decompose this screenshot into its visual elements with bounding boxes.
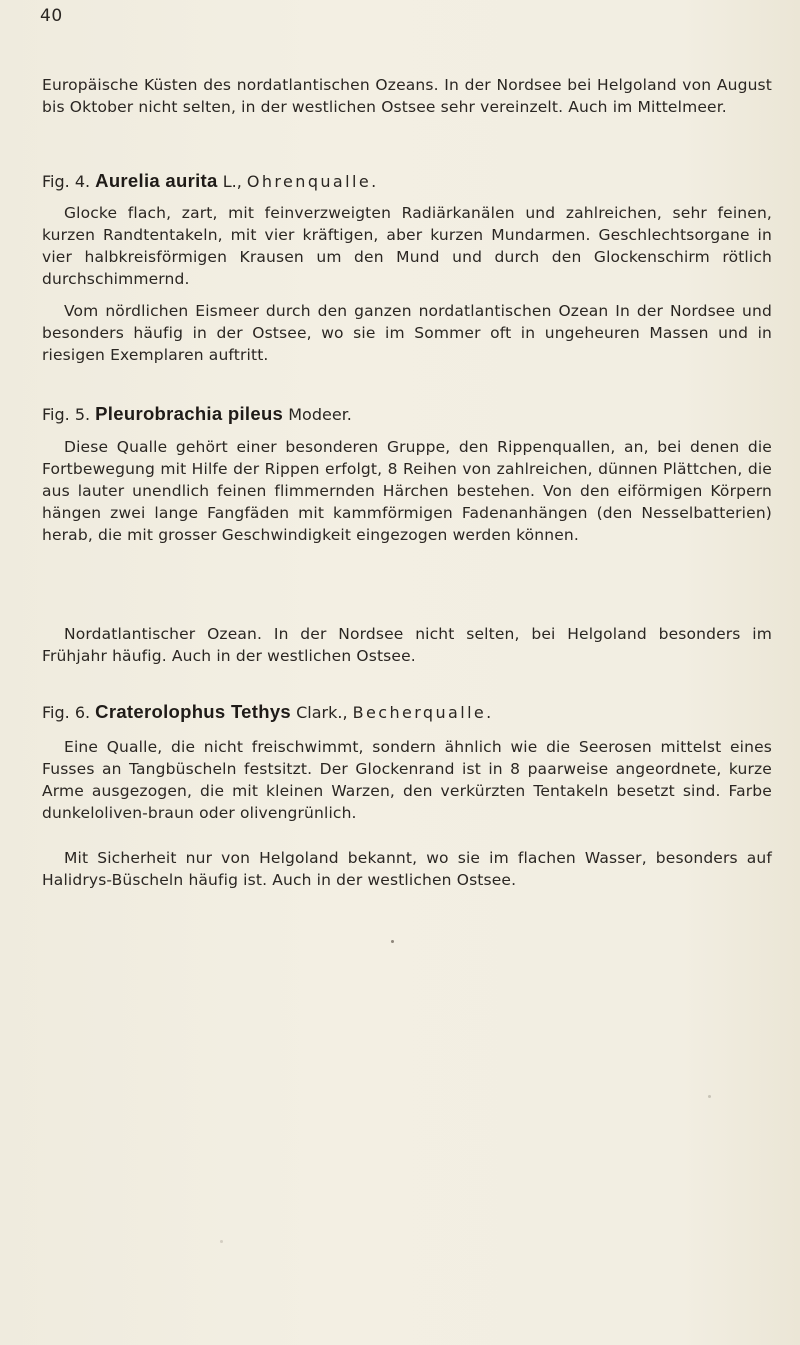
- fig5-author: Modeer.: [288, 405, 352, 424]
- fig6-common-name: Becherqualle.: [352, 703, 494, 722]
- fig4-description: Glocke flach, zart, mit feinverzweigten Radiärkanälen und zahlreichen, sehr feinen, kurzen Randtentakeln, mit vier kräftigen, aber kurzen Mundarmen. Geschlechtsorgane in vier halbkreisförmigen Krausen um den Mund und durch den Glockenschirm rötlich durchschimmernd.: [42, 204, 772, 288]
- paper-speck: [708, 1095, 711, 1098]
- fig6-species-name: Craterolophus Tethys: [95, 701, 291, 722]
- fig6-description: Eine Qualle, die nicht freischwimmt, sondern ähnlich wie die Seerosen mittelst eines Fusses an Tangbüscheln festsitzt. Der Glockenrand ist in 8 paarweise angeordnete, kurze Arme ausgezogen, die mit kleinen Warzen, den verkürzten Tentakeln besetzt sind. Farbe dunkeloliven-braun oder olivengrünlich.: [42, 738, 772, 822]
- fig4-distribution: Vom nördlichen Eismeer durch den ganzen nordatlantischen Ozean In der Nordsee und besonders häufig in der Ostsee, wo sie im Sommer oft in ungeheuren Massen und in riesigen Exemplaren auftritt.: [42, 302, 772, 364]
- fig5-description: Diese Qualle gehört einer besonderen Gruppe, den Rippenquallen, an, bei denen die Fortbewegung mit Hilfe der Rippen erfolgt, 8 Reihen von zahlreichen, dünnen Plättchen, die aus lauter unendlich feinen flimmernden Härchen bestehen. Von den eiförmigen Körpern hängen zwei lange Fangfäden mit kammförmigen Fadenanhängen (den Nesselbatterien) herab, die mit grosser Geschwindigkeit eingezogen werden können.: [42, 438, 772, 544]
- fig6-distribution: Mit Sicherheit nur von Helgoland bekannt, wo sie im flachen Wasser, besonders auf Halidrys-Büscheln häufig ist. Auch in der westlichen Ostsee.: [42, 849, 772, 889]
- fig4-author: L.,: [222, 172, 242, 191]
- intro-paragraph: Europäische Küsten des nordatlantischen Ozeans. In der Nordsee bei Helgoland von August bis Oktober nicht selten, in der westlichen Ostsee sehr vereinzelt. Auch im Mittelmeer.: [42, 76, 772, 116]
- fig4-label: Fig. 4.: [42, 172, 91, 191]
- fig5-species-name: Pleurobrachia pileus: [95, 403, 284, 424]
- fig5-label: Fig. 5.: [42, 405, 91, 424]
- fig6-label: Fig. 6.: [42, 703, 91, 722]
- page-number: 40: [40, 6, 63, 26]
- paper-speck: [391, 940, 394, 943]
- fig6-author: Clark.,: [296, 703, 348, 722]
- fig4-species-name: Aurelia aurita: [95, 170, 218, 191]
- fig5-heading: [42, 403, 772, 426]
- fig4-common-name: Ohrenqualle.: [246, 172, 379, 191]
- paper-speck: [220, 1240, 223, 1243]
- fig6-heading: [42, 701, 772, 724]
- fig5-distribution: Nordatlantischer Ozean. In der Nordsee nicht selten, bei Helgoland besonders im Frühjahr häufig. Auch in der westlichen Ostsee.: [42, 625, 772, 665]
- fig4-heading: [42, 170, 772, 193]
